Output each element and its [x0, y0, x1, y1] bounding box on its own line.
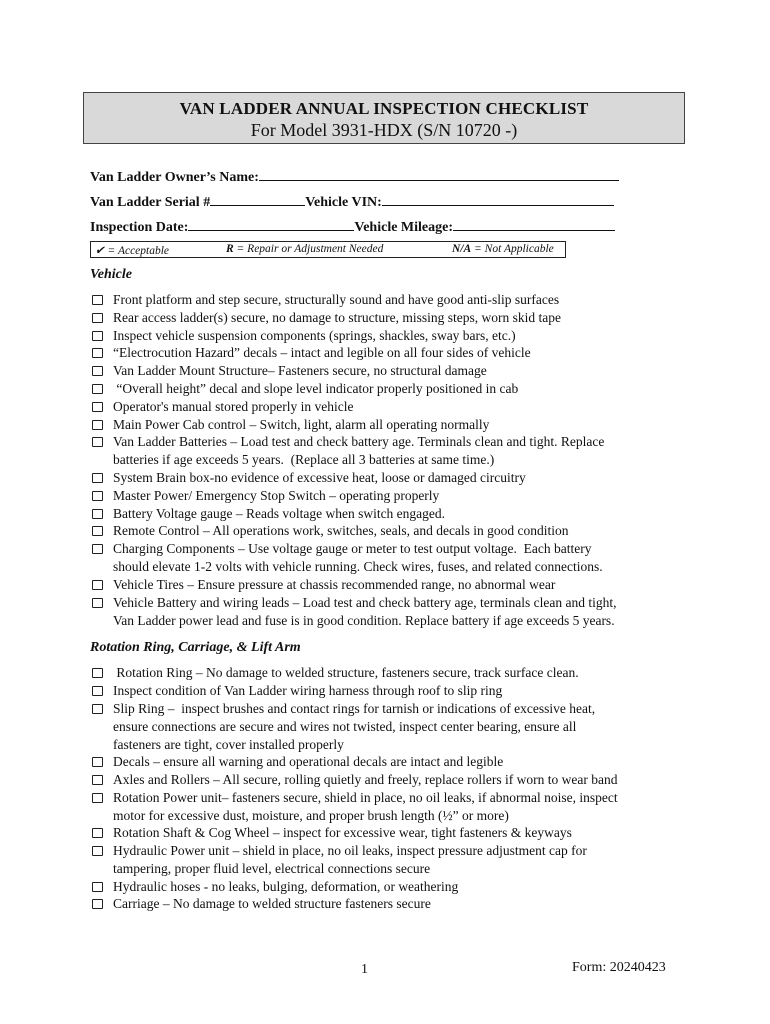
checkbox[interactable] — [92, 704, 103, 714]
serial-label: Van Ladder Serial # — [90, 195, 211, 210]
vin-field[interactable] — [382, 191, 614, 206]
checklist-item-text: Vehicle Tires – Ensure pressure at chassis recommended range, no abnormal wear — [113, 576, 556, 592]
owner-name-label: Van Ladder Owner’s Name: — [90, 170, 259, 185]
checklist-item-text: Rear access ladder(s) secure, no damage to structure, missing steps, worn skid tape — [113, 309, 561, 325]
checklist-item — [92, 895, 692, 913]
checklist-item — [92, 416, 692, 434]
checklist-item — [92, 505, 692, 523]
checklist-item — [92, 594, 692, 630]
checkbox[interactable] — [92, 882, 103, 892]
checkbox[interactable] — [92, 686, 103, 696]
checkbox[interactable] — [92, 544, 103, 554]
mileage-field[interactable] — [453, 216, 615, 231]
date-mileage-row — [90, 216, 615, 236]
checklist-item-text: Rotation Power unit– fasteners secure, shield in place, no oil leaks, if abnormal noise, inspect motor for excessive dust, moisture, and proper brush length (½” or more) — [113, 789, 618, 823]
page-title: VAN LADDER ANNUAL INSPECTION CHECKLIST — [179, 99, 589, 118]
serial-vin-row — [90, 191, 614, 211]
checkbox[interactable] — [92, 402, 103, 412]
checkbox[interactable] — [92, 580, 103, 590]
checklist-item — [92, 362, 692, 380]
checklist-item-text: Main Power Cab control – Switch, light, alarm all operating normally — [113, 416, 490, 432]
checkbox[interactable] — [92, 775, 103, 785]
legend-na-text: = Not Applicable — [474, 243, 554, 255]
checklist-item-text: Hydraulic Power unit – shield in place, no oil leaks, inspect pressure adjustment cap for tampering, proper fluid level, electrical connections secure — [113, 843, 587, 876]
mileage-label: Vehicle Mileage: — [354, 220, 454, 235]
legend-acceptable-text: = Acceptable — [107, 245, 170, 257]
inspection-date-label: Inspection Date: — [90, 220, 189, 235]
checklist-item — [92, 753, 692, 771]
checklist-item-text: Vehicle Battery and wiring leads – Load test and check battery age, terminals clean and tight, Van Ladder power lead and fuse is in good condition. Replace battery if age exceeds 5 years. — [113, 594, 617, 628]
checkbox[interactable] — [92, 331, 103, 341]
section-title-vehicle: Vehicle — [90, 267, 132, 282]
checkbox[interactable] — [92, 420, 103, 430]
checklist-item — [92, 344, 692, 362]
checklist-item-text: Charging Components – Use voltage gauge or meter to test output voltage. Each battery should elevate 1-2 volts with vehicle running. Check wires, fuses, and related connections. — [113, 541, 603, 575]
checklist-item-text: “Electrocution Hazard” decals – intact and legible on all four sides of vehicle — [113, 345, 531, 361]
checklist-item-text: Operator's manual stored properly in vehicle — [113, 398, 354, 414]
checklist-item-text: “Overall height” decal and slope level indicator properly positioned in cab — [113, 381, 519, 396]
checkbox[interactable] — [92, 366, 103, 376]
title-box — [83, 92, 685, 144]
checklist-item — [92, 291, 692, 309]
checklist-item-text: Inspect condition of Van Ladder wiring harness through roof to slip ring — [113, 682, 503, 698]
checklist-item-text: Rotation Shaft & Cog Wheel – inspect for excessive wear, tight fasteners & keyways — [113, 825, 572, 841]
checklist-item — [92, 540, 692, 576]
checklist-item — [92, 433, 692, 469]
checklist-item — [92, 842, 692, 878]
checkbox[interactable] — [92, 668, 103, 678]
checkbox[interactable] — [92, 757, 103, 767]
legend-na-key: N/A — [452, 243, 472, 255]
section-title-rotation: Rotation Ring, Carriage, & Lift Arm — [90, 640, 301, 655]
checklist-item — [92, 522, 692, 540]
legend-na — [452, 243, 554, 255]
page-subtitle: For Model 3931-HDX (S/N 10720 -) — [250, 120, 518, 140]
checklist-item — [92, 878, 692, 896]
checklist-item — [92, 327, 692, 345]
checkbox[interactable] — [92, 491, 103, 501]
serial-field[interactable] — [210, 191, 305, 206]
checkbox[interactable] — [92, 828, 103, 838]
checkbox[interactable] — [92, 313, 103, 323]
checklist-item — [92, 380, 692, 398]
checklist-item-text: Inspect vehicle suspension components (springs, shackles, sway bars, etc.) — [113, 327, 516, 343]
checklist-item-text: Battery Voltage gauge – Reads voltage when switch engaged. — [113, 505, 446, 521]
checklist-item — [92, 682, 692, 700]
checklist-item — [92, 398, 692, 416]
checklist-item — [92, 824, 692, 842]
checkbox[interactable] — [92, 348, 103, 358]
checklist-item-text: System Brain box-no evidence of excessive heat, loose or damaged circuitry — [113, 470, 526, 485]
check-icon: ✔ — [95, 245, 105, 257]
checkbox[interactable] — [92, 473, 103, 483]
checklist-item-text: Master Power/ Emergency Stop Switch – operating properly — [113, 487, 440, 503]
checklist-item-text: Slip Ring – inspect brushes and contact rings for tarnish or indications of excessive heat, ensure connections are secure and wires not twisted, inspect center bearing, ensure all fasteners are tight, cover installed properly — [113, 700, 596, 752]
owner-name-row — [90, 166, 619, 186]
checklist-item — [92, 771, 692, 789]
checkbox[interactable] — [92, 793, 103, 803]
checklist-item — [92, 576, 692, 594]
checklist-item-text: Decals – ensure all warning and operational decals are intact and legible — [113, 754, 504, 769]
legend-repair — [226, 243, 383, 255]
checklist-item-text: Front platform and step secure, structurally sound and have good anti-slip surfaces — [113, 292, 560, 307]
legend-repair-text: = Repair or Adjustment Needed — [236, 243, 384, 255]
page-number: 1 — [361, 962, 368, 977]
checkbox[interactable] — [92, 295, 103, 305]
legend — [90, 241, 566, 258]
checkbox[interactable] — [92, 437, 103, 447]
checklist-item-text: Rotation Ring – No damage to welded structure, fasteners secure, track surface clean. — [113, 665, 579, 680]
checkbox[interactable] — [92, 384, 103, 394]
checklist-item — [92, 309, 692, 327]
checkbox[interactable] — [92, 846, 103, 856]
checklist-item — [92, 664, 692, 682]
checklist-item — [92, 487, 692, 505]
checkbox[interactable] — [92, 598, 103, 608]
checklist-item-text: Carriage – No damage to welded structure fasteners secure — [113, 896, 431, 912]
legend-repair-key: R — [226, 243, 234, 255]
checklist-item-text: Remote Control – All operations work, switches, seals, and decals in good condition — [113, 523, 569, 539]
checkbox[interactable] — [92, 509, 103, 519]
checklist-item-text: Axles and Rollers – All secure, rolling quietly and freely, replace rollers if worn to wear band — [113, 771, 618, 787]
checklist-item — [92, 700, 692, 754]
checklist-item-text: Van Ladder Mount Structure– Fasteners secure, no structural damage — [113, 363, 487, 379]
checklist-item — [92, 469, 692, 487]
checklist-item-text: Hydraulic hoses - no leaks, bulging, deformation, or weathering — [113, 878, 459, 894]
form-id: Form: 20240423 — [572, 960, 666, 975]
inspection-date-field[interactable] — [188, 216, 354, 231]
checkbox[interactable] — [92, 526, 103, 536]
legend-acceptable — [95, 243, 169, 257]
vin-label: Vehicle VIN: — [305, 195, 382, 210]
checkbox[interactable] — [92, 899, 103, 909]
owner-name-field[interactable] — [259, 166, 619, 181]
checklist-item — [92, 789, 692, 825]
checklist-item-text: Van Ladder Batteries – Load test and check battery age. Terminals clean and tight. Replace batteries if age exceeds 5 years. (Replace all 3 batteries at same time.) — [113, 434, 605, 468]
